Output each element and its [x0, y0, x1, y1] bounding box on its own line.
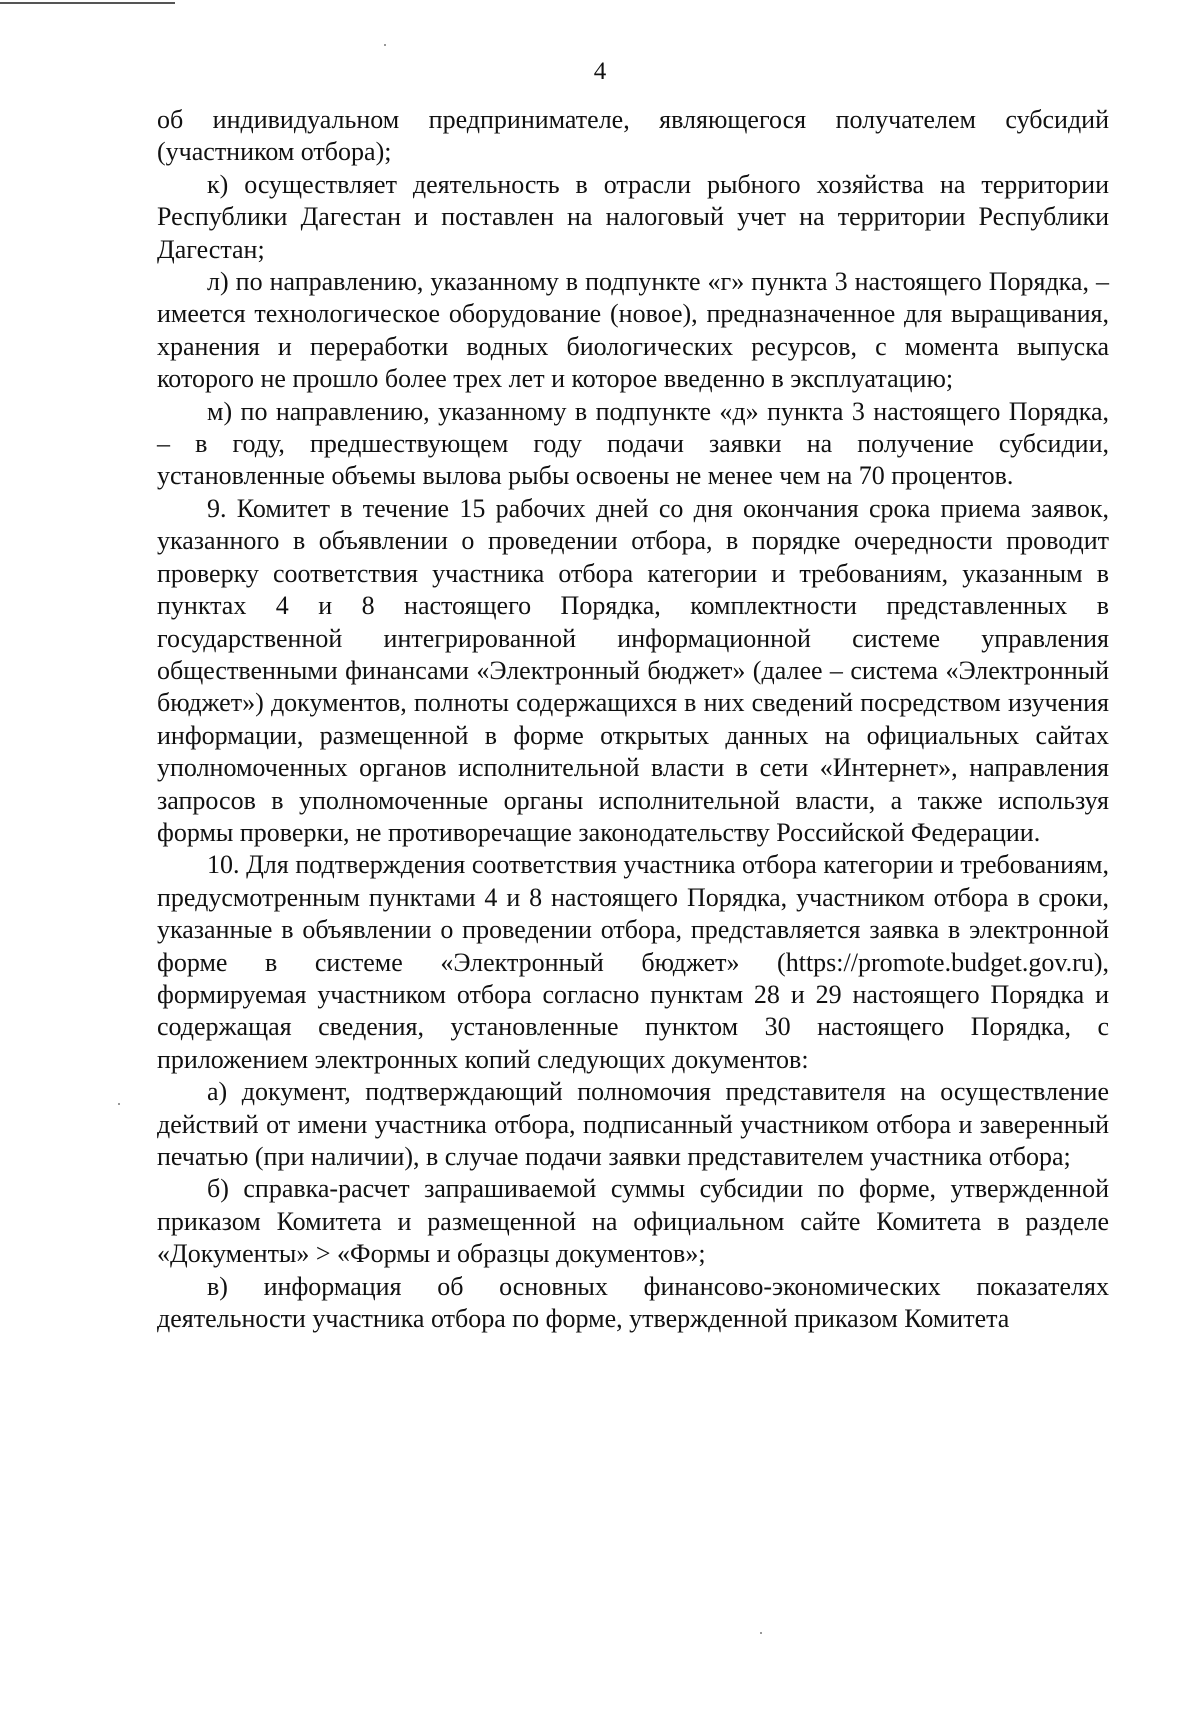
scan-speck: [760, 1632, 762, 1634]
scan-speck: [118, 1103, 120, 1105]
document-body: [157, 104, 1109, 1335]
paragraph-item-m: м) по направлению, указанному в подпункте «д» пункта 3 настоящего Порядка, – в году, предшествующем году подачи заявки на получение субсидии, установленные объемы вылова рыбы освоены не менее чем на 70 процентов.: [157, 396, 1109, 491]
paragraph-item-b: б) справка-расчет запрашиваемой суммы субсидии по форме, утвержденной приказом Комитета и размещенной на официальном сайте Комитета в разделе «Документы» > «Формы и образцы документов»;: [157, 1174, 1109, 1269]
paragraph-item-k: к) осуществляет деятельность в отрасли рыбного хозяйства на территории Республики Дагестан и поставлен на налоговый учет на территории Республики Дагестан;: [157, 169, 1109, 264]
scan-speck: [384, 44, 386, 46]
scan-edge-mark: [0, 2, 175, 4]
paragraph-item-l: л) по направлению, указанному в подпункте «г» пункта 3 настоящего Порядка, – имеется технологическое оборудование (новое), предназначенное для выращивания, хранения и переработки водных биологических ресурсов, с момента выпуска которого не прошло более трех лет и которое введенно в эксплуатацию;: [157, 267, 1109, 394]
paragraph-item-a: а) документ, подтверждающий полномочия представителя на осуществление действий от имени участника отбора, подписанный участником отбора и заверенный печатью (при наличии), в случае подачи заявки представителем участника отбора;: [157, 1077, 1109, 1171]
paragraph-continuation: об индивидуальном предпринимателе, являющегося получателем субсидий (участником отбора);: [157, 105, 1109, 167]
paragraph-clause-10: 10. Для подтверждения соответствия участника отбора категории и требованиям, предусмотренным пунктами 4 и 8 настоящего Порядка, участником отбора в сроки, указанные в объявлении о проведении отбора, представляется заявка в электронной форме в системе «Электронный бюджет» (https://promote.budget.gov.ru), формируемая участником отбора согласно пунктам 28 и 29 настоящего Порядка и содержащая сведения, установленные пунктом 30 настоящего Порядка, с приложением электронных копий следующих документов:: [157, 850, 1109, 1074]
paragraph-clause-9: 9. Комитет в течение 15 рабочих дней со дня окончания срока приема заявок, указанного в объявлении о проведении отбора, в порядке очередности проводит проверку соответствия участника отбора категории и требованиям, указанным в пунктах 4 и 8 настоящего Порядка, комплектности представленных в государственной интегрированной информационной системе управления общественными финансами «Электронный бюджет» (далее – система «Электронный бюджет») документов, полноты содержащихся в них сведений посредством изучения информации, размещенной в форме открытых данных на официальных сайтах уполномоченных органов исполнительной власти в сети «Интернет», направления запросов в уполномоченные органы исполнительной власти, а также используя формы проверки, не противоречащие законодательству Российской Федерации.: [157, 493, 1109, 847]
paragraph-item-v: в) информация об основных финансово-экономических показателях деятельности участника отбора по форме, утвержденной приказом Комитета: [157, 1271, 1109, 1334]
page-number: 4: [593, 58, 607, 85]
